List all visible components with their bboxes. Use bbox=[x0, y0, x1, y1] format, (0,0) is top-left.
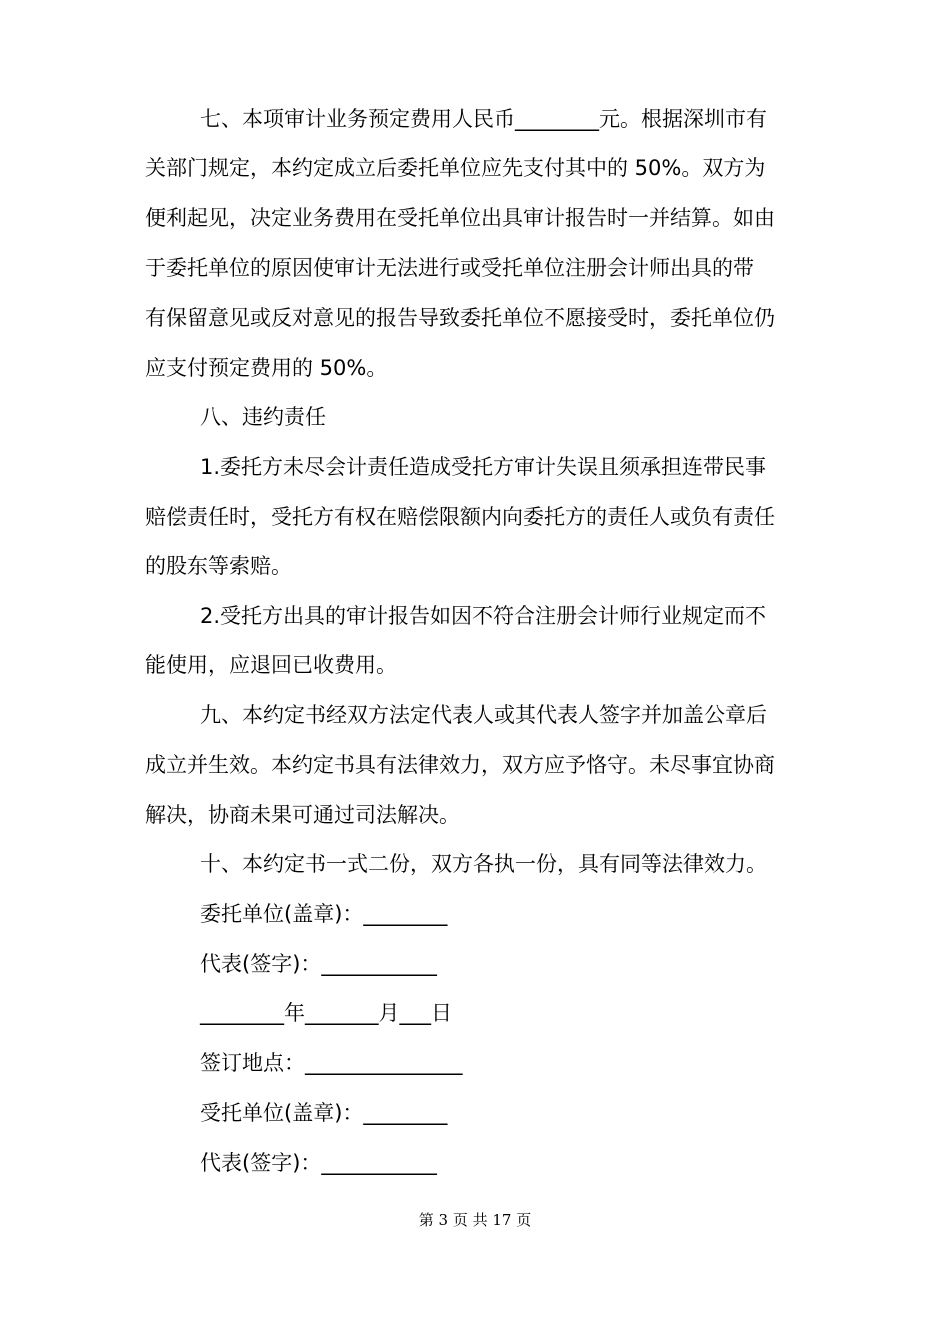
page-number-footer: 第 3 页 共 17 页 bbox=[418, 1211, 532, 1229]
document-page: 七、本项审计业务预定费用人民币________元。根据深圳市有 关部门规定，本约定成立后委托单位应先支付其中的 50%。双方为 便利起见，决定业务费用在受托单位出具审计报告时一并结算。如由 于委托单位的原因使审计无法进行或受托单位注册会计师出具的带 有保留意见或反对意见的报告导致委托单位不愿接受时，委托单位仍 应支付预定费用的 50%。 八、违约责任 1.委托方未尽会计责任造成受托方审计失误且须承担连带民事 赔偿责任时，受托方有权在赔偿限额内向委托方的责任人或负有责任 的股东等索赔。 2.受托方出具的审计报告如因不符合注册会计师行业规定而不 能使用，应退回已收费用。 九、本约定书经双方法定代表人或其代表人签字并加盖公章后 成立并生效。本约定书具有法律效力，双方应予恪守。未尽事宜协商 解决，协商未果可通过司法解决。 十、本约定书一式二份，双方各执一份，具有同等法律效力。 委托单位(盖章)：________ 代表(签字)：___________ ________年_______月___日 签订地点：_______________ 受托单位(盖章)：________ 代表(签字)：___________ 第 3 页 共 17 页 bbox=[0, 0, 950, 1344]
